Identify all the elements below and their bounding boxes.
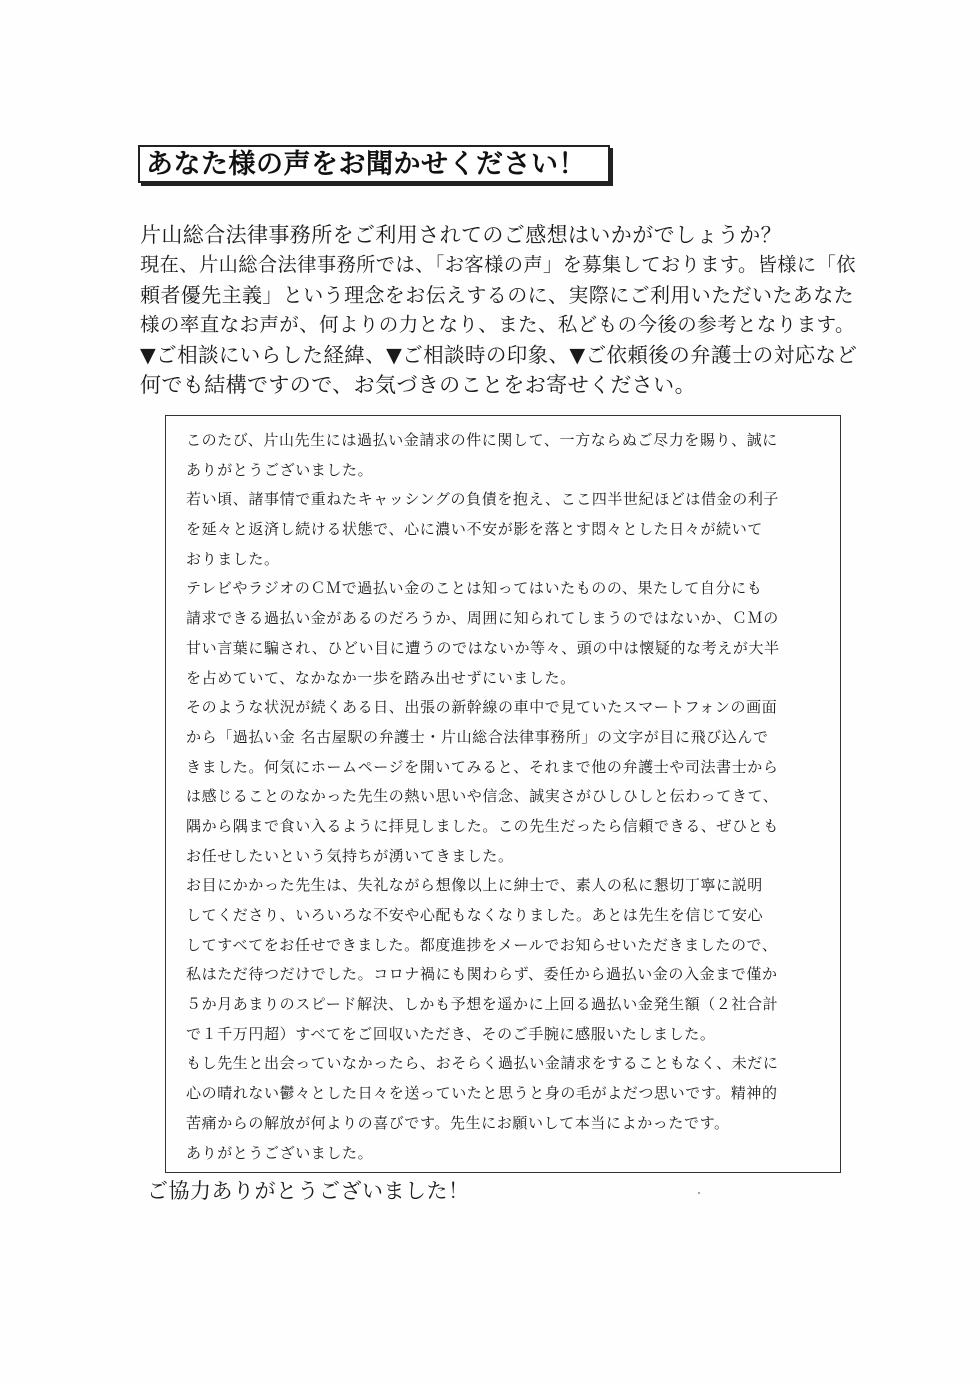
testimonial-line: 請求できる過払い金があるのだろうか、周囲に知られてしまうのではないか、ＣＭの xyxy=(186,609,779,628)
testimonial-line: 心の晴れない鬱々とした日々を送っていたと思うと身の毛がよだつ思いです。精神的 xyxy=(186,1084,778,1103)
testimonial-line: そのような状況が続くある日、出張の新幹線の車中で見ていたスマートフォンの画面 xyxy=(186,698,778,717)
closing-message: ご協力ありがとうございました！ xyxy=(147,1179,470,1203)
testimonial-line: お任せしたいという気持ちが湧いてきました。 xyxy=(186,846,514,865)
testimonial-line: は感じることのなかった先生の熱い思いや信念、誠実さがひしひしと伝わってきて、 xyxy=(186,787,779,806)
intro-line: 頼者優先主義」という理念をお伝えするのに、実際にご利用いただいたあなた xyxy=(140,283,854,307)
testimonial-line: を占めていて、なかなか一歩を踏み出せずにいました。 xyxy=(186,668,576,687)
page-title: あなた様の声をお聞かせください！ xyxy=(146,149,586,180)
testimonial-line: 苦痛からの解放が何よりの喜びです。先生にお願いして本当によかったです。 xyxy=(186,1113,730,1132)
scan-speck xyxy=(698,1192,700,1194)
testimonial-line: このたび、片山先生には過払い金請求の件に関して、一方ならぬご尽力を賜り、誠に xyxy=(186,431,778,449)
intro-line: 何でも結構ですので、お気づきのことをお寄せください。 xyxy=(140,373,696,397)
testimonial-box xyxy=(165,415,841,1173)
testimonial-line: お目にかかった先生は、失礼ながら想像以上に紳士で、素人の私に懇切丁寧に説明 xyxy=(186,876,763,895)
testimonial-line: ５か月あまりのスピード解決、しかも予想を遥かに上回る過払い金発生額（２社合計 xyxy=(186,995,779,1014)
testimonial-line: 甘い言葉に騙され、ひどい目に遭うのではないか等々、頭の中は懐疑的な考えが大半 xyxy=(186,638,780,657)
testimonial-line: もし先生と出会っていなかったら、おそらく過払い金請求をすることもなく、未だに xyxy=(186,1054,779,1073)
testimonial-line: ありがとうございました。 xyxy=(186,460,374,479)
testimonial-line: 私はただ待つだけでした。コロナ禍にも関わらず、委任から過払い金の入金まで僅か xyxy=(186,965,778,984)
testimonial-text xyxy=(186,426,826,1168)
testimonial-line: 若い頃、諸事情で重ねたキャッシングの負債を抱え、ここ四半世紀ほどは借金の利子 xyxy=(186,490,780,509)
intro-paragraph xyxy=(140,220,860,400)
testimonial-line: から「過払い金 名古屋駅の弁護士・片山総合法律事務所」の文字が目に飛び込んで xyxy=(186,727,769,746)
intro-line: 様の率直なお声が、何よりの力となり、また、私どもの今後の参考となります。 xyxy=(140,313,855,336)
intro-line: ▼ご相談にいらした経緯、▼ご相談時の印象、▼ご依頼後の弁護士の対応など xyxy=(140,343,858,367)
testimonial-line: 隅から隅まで食い入るように拝見しました。この先生だったら信頼できる、ぜひとも xyxy=(186,816,779,835)
testimonial-line: してすべてをお任せできました。都度進捗をメールでお知らせいただきましたので、 xyxy=(186,935,778,954)
intro-line: 現在、片山総合法律事務所では、「お客様の声」を募集しております。皆様に「依 xyxy=(140,253,856,276)
testimonial-line: きました。何気にホームページを開いてみると、それまで他の弁護士や司法書士から xyxy=(186,757,779,776)
intro-line: 片山総合法律事務所をご利用されてのご感想はいかがでしょうか？ xyxy=(140,223,782,247)
testimonial-line: テレビやラジオのＣＭで過払い金のことは知ってはいたものの、果たして自分にも xyxy=(186,579,763,598)
testimonial-line: を延々と返済し続ける状態で、心に濃い不安が影を落とす悶々とした日々が続いて xyxy=(186,520,763,539)
testimonial-line: ありがとうございました。 xyxy=(186,1143,374,1162)
heading-box xyxy=(138,145,610,183)
testimonial-line: してくださり、いろいろな不安や心配もなくなりました。あとは先生を信じて安心 xyxy=(186,906,764,924)
testimonial-line: で１千万円超）すべてをご回収いただき、そのご手腕に感服いたしました。 xyxy=(186,1024,716,1043)
testimonial-line: おりました。 xyxy=(186,549,280,568)
